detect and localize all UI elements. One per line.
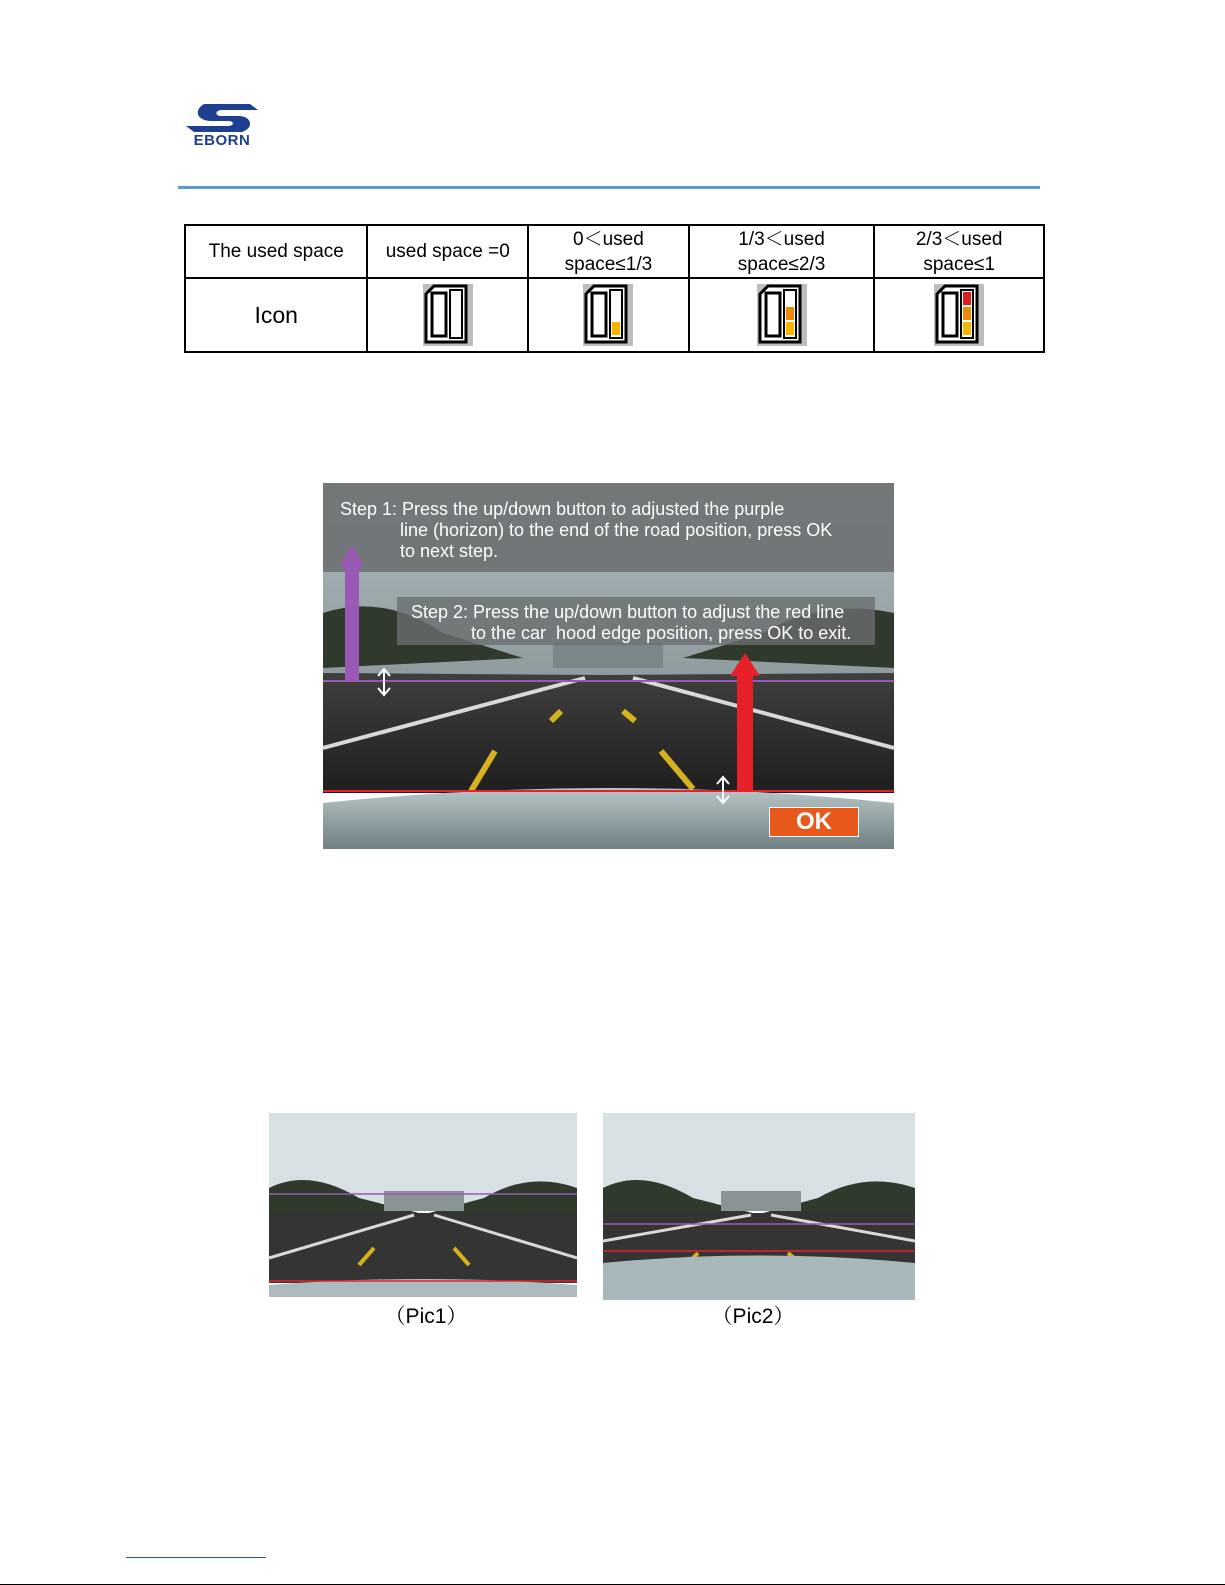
table-icon-row — [185, 278, 1044, 352]
footer-link-underline — [126, 1557, 266, 1558]
calibration-screen — [323, 483, 894, 849]
range-label: space≤1 — [923, 253, 996, 275]
icon-cell — [528, 278, 689, 352]
step2-instruction: Step 2: Press the up/down button to adjust the red line to the car hood edge position, press OK to exit. — [411, 602, 852, 643]
used-space-label: The used space — [208, 241, 344, 262]
logo-text: EBORN — [193, 132, 251, 149]
pic2-image — [603, 1113, 915, 1300]
table-header-cell — [367, 225, 528, 278]
range-label: 0＜used — [573, 228, 644, 250]
table-header-cell — [874, 225, 1044, 278]
storage-usage-table — [184, 224, 1045, 353]
ok-button[interactable]: OK — [769, 807, 859, 837]
range-label: space≤1/3 — [564, 253, 653, 275]
pic1-image — [269, 1113, 577, 1297]
range-label: 1/3＜used — [738, 228, 825, 250]
table-header-row — [185, 225, 1044, 278]
sd-card-low-icon — [580, 280, 636, 350]
table-header-cell — [528, 225, 689, 278]
pic1-caption: （Pic1） — [384, 1305, 468, 1328]
header-divider — [178, 186, 1040, 189]
icon-label-cell — [185, 278, 367, 352]
step1-instruction: Step 1: Press the up/down button to adjusted the purple line (horizon) to the end of the road position, press OK to next step. — [340, 499, 833, 561]
header-label-cell — [185, 225, 367, 278]
table-header-cell — [689, 225, 875, 278]
sd-card-medium-icon — [754, 280, 810, 350]
icon-cell — [874, 278, 1044, 352]
icon-cell — [367, 278, 528, 352]
sd-card-full-icon — [931, 280, 987, 350]
range-label: space≤2/3 — [737, 253, 826, 275]
icon-cell — [689, 278, 875, 352]
range-label: used space =0 — [385, 241, 510, 262]
pic2-caption: （Pic2） — [711, 1305, 795, 1328]
icon-row-label: Icon — [254, 301, 298, 328]
sd-card-empty-icon — [420, 280, 476, 350]
range-label: 2/3＜used — [915, 228, 1003, 250]
